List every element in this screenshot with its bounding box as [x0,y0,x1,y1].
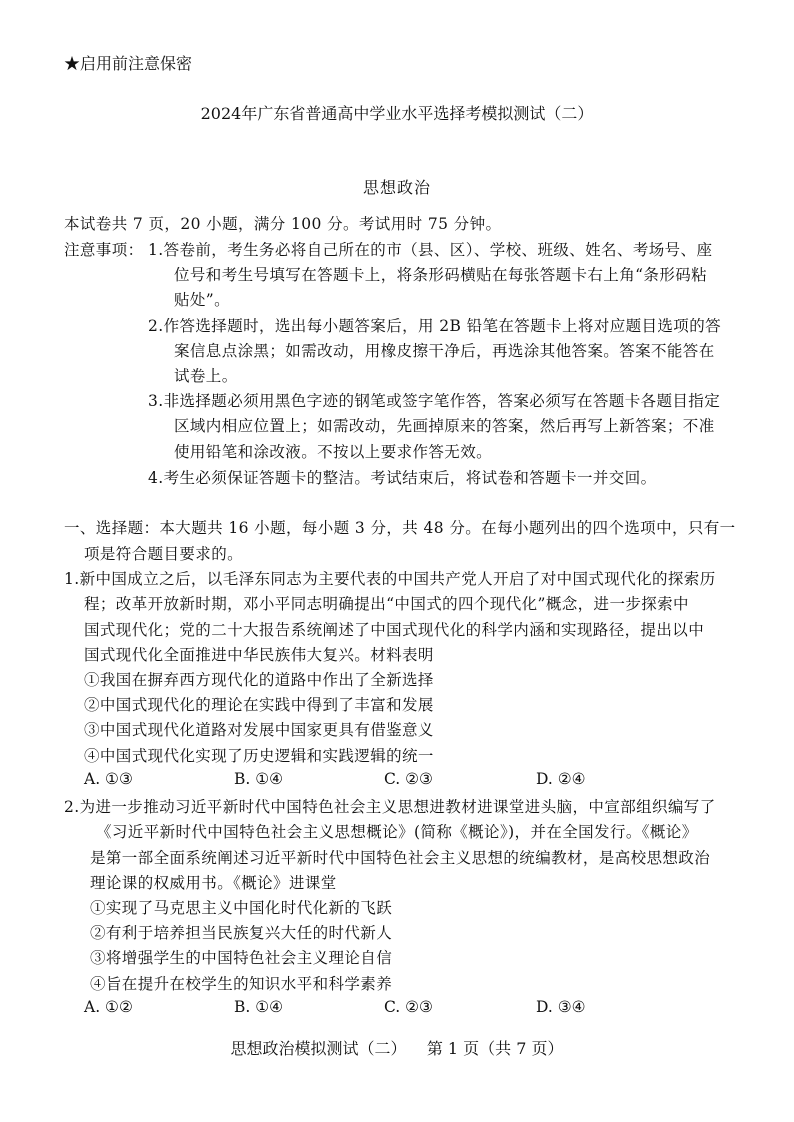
question-stem: 国式现代化；党的二十大报告系统阐述了中国式现代化的科学内涵和实现路径，提出以中 [84,621,705,639]
option-c: C. ②③ [384,998,433,1016]
note-line: 2.作答选择题时，选出每小题答案后，用 2B 铅笔在答题卡上将对应题目选项的答 [148,317,721,335]
question-stem: 程；改革开放新时期，邓小平同志明确提出“中国式的四个现代化”概念，进一步探索中 [84,595,689,613]
exam-title: 2024年广东省普通高中学业水平选择考模拟测试（二） [200,104,594,123]
note-line: 4.考生必须保证答题卡的整洁。考试结束后，将试卷和答题卡一并交回。 [148,469,657,487]
page-footer: 思想政治模拟测试（二） 第 1 页（共 7 页） [230,1039,564,1058]
section-header: 一、选择题：本大题共 16 小题，每小题 3 分，共 48 分。在每小题列出的四个选项中，只有一 [64,519,736,537]
option-c: C. ②③ [384,770,433,788]
statement: ④中国式现代化实现了历史逻辑和实践逻辑的统一 [84,747,434,765]
question-stem: 1.新中国成立之后，以毛泽东同志为主要代表的中国共产党人开启了对中国式现代化的探索历 [64,570,716,588]
question-stem: 《习近平新时代中国特色社会主义思想概论》(简称《概论》)，并在全国发行。《概论》 [96,823,698,841]
note-line: 贴处”。 [174,291,231,309]
note-line: 试卷上。 [174,367,238,385]
subject-title: 思想政治 [362,178,431,197]
option-b: B. ①④ [234,998,284,1016]
question-stem: 国式现代化全面推进中华民族伟大复兴。材料表明 [84,646,434,664]
question-stem: 理论课的权威用书。《概论》进课堂 [90,874,337,892]
notes-label: 注意事项： [64,241,144,259]
note-line: 位号和考生号填写在答题卡上，将条形码横贴在每张答题卡右上角“条形码粘 [174,266,708,284]
option-a: A. ①③ [84,770,133,788]
option-b: B. ①④ [234,770,284,788]
option-d: D. ③④ [536,998,586,1016]
statement: ①我国在摒弃西方现代化的道路中作出了全新选择 [84,671,434,689]
note-line: 1.答卷前，考生务必将自己所在的市（县、区）、学校、班级、姓名、考场号、座 [148,241,713,259]
note-line: 使用铅笔和涂改液。不按以上要求作答无效。 [174,443,493,461]
note-line: 案信息点涂黑；如需改动，用橡皮擦干净后，再选涂其他答案。答案不能答在 [174,342,715,360]
question-stem: 2.为进一步推动习近平新时代中国特色社会主义思想进教材进课堂进头脑，中宣部组织编写了 [64,798,716,816]
statement: ①实现了马克思主义中国化时代化新的飞跃 [90,899,393,917]
statement: ③将增强学生的中国特色社会主义理论自信 [90,949,393,967]
statement: ③中国式现代化道路对发展中国家更具有借鉴意义 [84,721,434,739]
option-a: A. ①② [84,998,133,1016]
statement: ④旨在提升在校学生的知识水平和科学素养 [90,975,393,993]
note-line: 区域内相应位置上；如需改动，先画掉原来的答案，然后再写上新答案；不准 [174,417,715,435]
note-line: 3.非选择题必须用黑色字迹的钢笔或签字笔作答，答案必须写在答题卡各题目指定 [148,392,721,410]
option-d: D. ②④ [536,770,586,788]
statement: ②有利于培养担当民族复兴大任的时代新人 [90,924,393,942]
confidential-notice: ★启用前注意保密 [64,54,193,73]
section-header: 项是符合题目要求的。 [84,545,244,563]
statement: ②中国式现代化的理论在实践中得到了丰富和发展 [84,696,434,714]
question-stem: 是第一部全面系统阐述习近平新时代中国特色社会主义思想的统编教材，是高校思想政治 [90,849,711,867]
exam-intro: 本试卷共 7 页，20 小题，满分 100 分。考试用时 75 分钟。 [64,215,502,233]
